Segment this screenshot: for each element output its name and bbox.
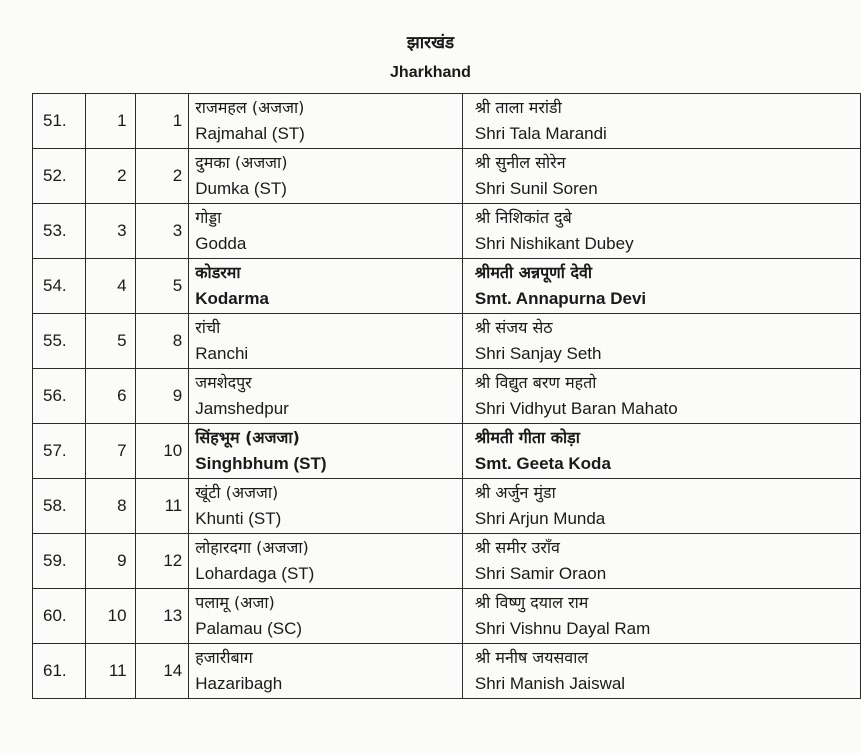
state-seat-number-cell: 4 [85,259,135,314]
constituency-name-hindi: सिंहभूम (अजजा) [195,428,300,447]
constituency-name-hindi: खूंटी (अजजा) [195,483,279,502]
constituency-name-english: Dumka (ST) [195,179,287,198]
constituency-name-english: Khunti (ST) [195,509,282,528]
candidate-name-english: Shri Manish Jaiswal [474,674,626,693]
candidate-name-english: Smt. Annapurna Devi [474,289,647,308]
constituency-cell [189,314,463,369]
table-row [33,314,861,369]
constituency-cell [189,204,463,259]
table-row [33,589,861,644]
candidate-cell [462,424,860,479]
candidate-name-hindi: श्रीमती गीता कोड़ा [474,428,580,447]
table-row [33,644,861,699]
constituency-name-hindi: पलामू (अजा) [195,593,275,612]
candidate-name-english: Shri Vishnu Dayal Ram [474,619,651,638]
constituency-name-hindi: गोड्डा [195,208,222,227]
serial-number-cell: 54. [33,259,86,314]
candidate-cell [462,94,860,149]
constituency-cell [189,644,463,699]
constituency-name-hindi: जमशेदपुर [195,373,252,392]
candidate-cell [462,204,860,259]
serial-number-cell: 51. [33,94,86,149]
candidate-cell [462,644,860,699]
constituency-number-cell: 1 [135,94,189,149]
constituency-name-hindi: लोहारदगा (अजजा) [195,538,309,557]
constituency-name-english: Hazaribagh [195,674,283,693]
table-row [33,424,861,479]
constituency-name-hindi: कोडरमा [195,263,241,282]
state-seat-number-cell: 6 [85,369,135,424]
serial-number-cell: 60. [33,589,86,644]
candidate-name-english: Shri Sanjay Seth [474,344,602,363]
constituency-number-cell: 14 [135,644,189,699]
candidate-name-english: Shri Samir Oraon [474,564,607,583]
constituency-number-cell: 10 [135,424,189,479]
serial-number-cell: 59. [33,534,86,589]
constituency-number-cell: 5 [135,259,189,314]
state-seat-number-cell: 9 [85,534,135,589]
candidate-cell [462,369,860,424]
state-seat-number-cell: 7 [85,424,135,479]
table-row [33,94,861,149]
constituency-name-english: Singhbhum (ST) [195,454,327,473]
table-row [33,534,861,589]
constituency-cell [189,149,463,204]
candidate-name-hindi: श्री विष्णु दयाल राम [474,593,589,612]
state-seat-number-cell: 5 [85,314,135,369]
state-title-english: Jharkhand [390,64,471,81]
constituency-name-hindi: दुमका (अजजा) [195,153,288,172]
table-row [33,369,861,424]
constituency-cell [189,259,463,314]
constituency-cell [189,479,463,534]
candidate-cell [462,314,860,369]
candidate-name-hindi: श्री ताला मरांडी [474,98,562,117]
constituency-cell [189,589,463,644]
serial-number-cell: 57. [33,424,86,479]
constituency-cell [189,369,463,424]
table-row [33,259,861,314]
constituency-name-english: Godda [195,234,247,253]
candidate-name-hindi: श्री सुनील सोरेन [474,153,566,172]
candidate-name-english: Smt. Geeta Koda [474,454,611,473]
constituency-name-english: Lohardaga (ST) [195,564,315,583]
candidate-cell [462,149,860,204]
candidates-table [32,93,861,699]
candidate-name-english: Shri Arjun Munda [474,509,606,528]
candidate-cell [462,259,860,314]
constituency-name-english: Kodarma [195,289,269,308]
candidate-name-hindi: श्री अर्जुन मुंडा [474,483,556,502]
constituency-cell [189,424,463,479]
serial-number-cell: 58. [33,479,86,534]
state-seat-number-cell: 1 [85,94,135,149]
candidates-table-body [33,94,861,699]
state-seat-number-cell: 3 [85,204,135,259]
constituency-number-cell: 12 [135,534,189,589]
serial-number-cell: 53. [33,204,86,259]
candidate-name-hindi: श्री निशिकांत दुबे [474,208,572,227]
candidate-name-english: Shri Vidhyut Baran Mahato [474,399,678,418]
table-row [33,149,861,204]
constituency-cell [189,534,463,589]
serial-number-cell: 56. [33,369,86,424]
constituency-name-english: Palamau (SC) [195,619,303,638]
state-seat-number-cell: 8 [85,479,135,534]
serial-number-cell: 61. [33,644,86,699]
constituency-name-hindi: राजमहल (अजजा) [195,98,305,117]
serial-number-cell: 55. [33,314,86,369]
candidate-name-hindi: श्रीमती अन्नपूर्णा देवी [474,263,592,282]
candidate-cell [462,589,860,644]
table-row [33,204,861,259]
constituency-name-english: Jamshedpur [195,399,289,418]
state-seat-number-cell: 10 [85,589,135,644]
state-seat-number-cell: 11 [85,644,135,699]
constituency-number-cell: 3 [135,204,189,259]
constituency-number-cell: 2 [135,149,189,204]
candidate-name-hindi: श्री विद्युत बरण महतो [474,373,597,392]
candidate-name-english: Shri Tala Marandi [474,124,607,143]
constituency-number-cell: 9 [135,369,189,424]
serial-number-cell: 52. [33,149,86,204]
candidate-name-hindi: श्री मनीष जयसवाल [474,648,589,667]
candidate-name-hindi: श्री संजय सेठ [474,318,553,337]
candidate-cell [462,479,860,534]
constituency-number-cell: 8 [135,314,189,369]
candidate-cell [462,534,860,589]
candidate-name-english: Shri Nishikant Dubey [474,234,634,253]
constituency-number-cell: 11 [135,479,189,534]
constituency-name-hindi: हजारीबाग [195,648,253,667]
candidate-name-hindi: श्री समीर उराँव [474,538,560,557]
constituency-name-english: Ranchi [195,344,249,363]
table-row [33,479,861,534]
constituency-cell [189,94,463,149]
state-seat-number-cell: 2 [85,149,135,204]
constituency-name-hindi: रांची [195,318,221,337]
constituency-number-cell: 13 [135,589,189,644]
state-title-hindi: झारखंड [406,33,455,53]
candidate-name-english: Shri Sunil Soren [474,179,598,198]
constituency-name-english: Rajmahal (ST) [195,124,305,143]
